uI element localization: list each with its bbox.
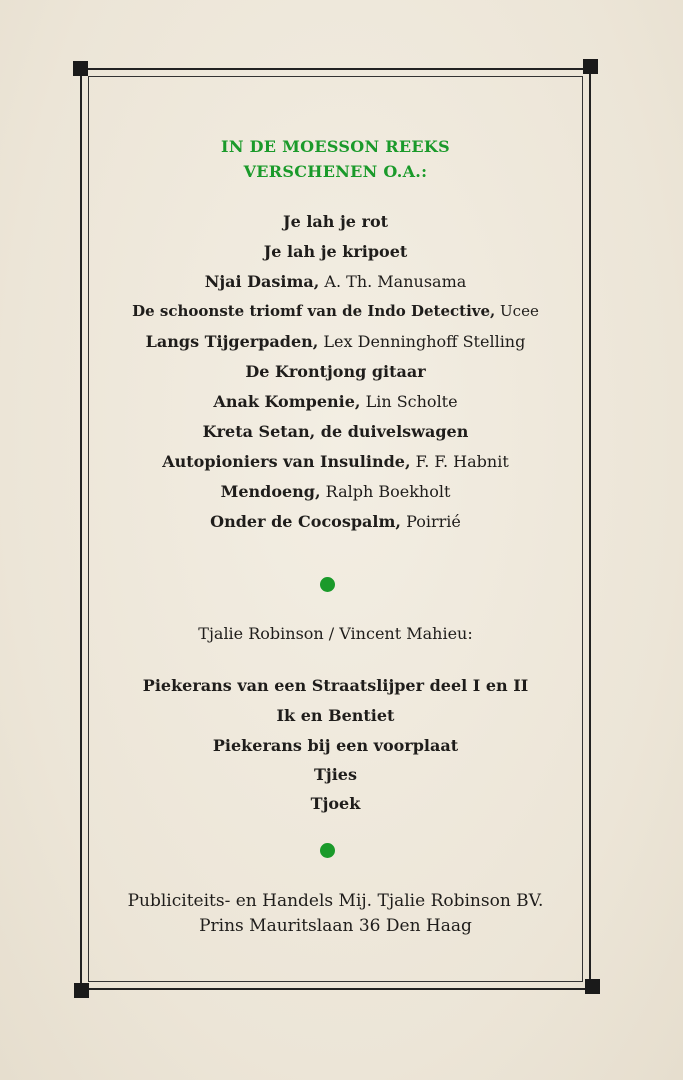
corner-square-top-right — [583, 59, 598, 74]
green-bullet-divider — [320, 577, 335, 592]
corner-square-top-left — [73, 61, 88, 76]
author-book-3 — [88, 736, 583, 755]
series-book-8 — [88, 422, 583, 441]
series-book-2 — [88, 242, 583, 261]
book-title: Onder de Cocospalm, — [210, 512, 401, 531]
series-book-1 — [88, 212, 583, 231]
series-book-7 — [88, 392, 583, 411]
author-line: Tjalie Robinson / Vincent Mahieu: — [198, 624, 473, 643]
book-title: De schoonste triomf van de Indo Detective, — [132, 302, 496, 320]
book-title: Ik en Bentiet — [276, 706, 395, 725]
book-title: Autopioniers van Insulinde, — [162, 452, 411, 471]
book-title: Tjies — [314, 765, 357, 784]
book-author: A. Th. Manusama — [319, 272, 467, 291]
series-book-6 — [88, 362, 583, 381]
corner-square-bottom-right — [585, 979, 600, 994]
corner-square-bottom-left — [74, 983, 89, 998]
book-title: Piekerans bij een voorplaat — [212, 736, 459, 755]
book-author: Ucee — [495, 302, 539, 320]
book-author: Ralph Boekholt — [320, 482, 451, 501]
book-author: Lex Denninghoff Stelling — [318, 332, 526, 351]
book-title: Mendoeng, — [220, 482, 321, 501]
series-heading-line-1: IN DE MOESSON REEKS — [221, 137, 450, 156]
author-book-5 — [88, 794, 583, 813]
series-book-4 — [88, 302, 583, 320]
book-title: De Krontjong gitaar — [245, 362, 426, 381]
book-title: Anak Kompenie, — [213, 392, 361, 411]
book-title: Je lah je kripoet — [263, 242, 408, 261]
author-book-2 — [88, 706, 583, 725]
book-author: Lin Scholte — [360, 392, 458, 411]
author-book-4 — [88, 765, 583, 784]
publisher-name: Publiciteits- en Handels Mij. Tjalie Robinson BV. — [127, 891, 544, 911]
series-heading-line-2: VERSCHENEN O.A.: — [243, 162, 428, 181]
publisher-address: Prins Mauritslaan 36 Den Haag — [199, 916, 472, 936]
series-book-3 — [88, 272, 583, 291]
series-book-9 — [88, 452, 583, 471]
book-title: Je lah je rot — [283, 212, 388, 231]
author-book-1 — [88, 676, 583, 695]
book-title: Njai Dasima, — [204, 272, 320, 291]
book-title: Langs Tijgerpaden, — [145, 332, 319, 351]
book-author: Poirrié — [401, 512, 461, 531]
book-author: F. F. Habnit — [410, 452, 509, 471]
series-book-11 — [88, 512, 583, 531]
book-title: Piekerans van een Straatslijper deel I en II — [142, 676, 529, 695]
book-title: Kreta Setan, de duivelswagen — [202, 422, 469, 441]
green-bullet-divider — [320, 843, 335, 858]
series-book-5 — [88, 332, 583, 351]
series-book-10 — [88, 482, 583, 501]
book-title: Tjoek — [310, 794, 361, 813]
